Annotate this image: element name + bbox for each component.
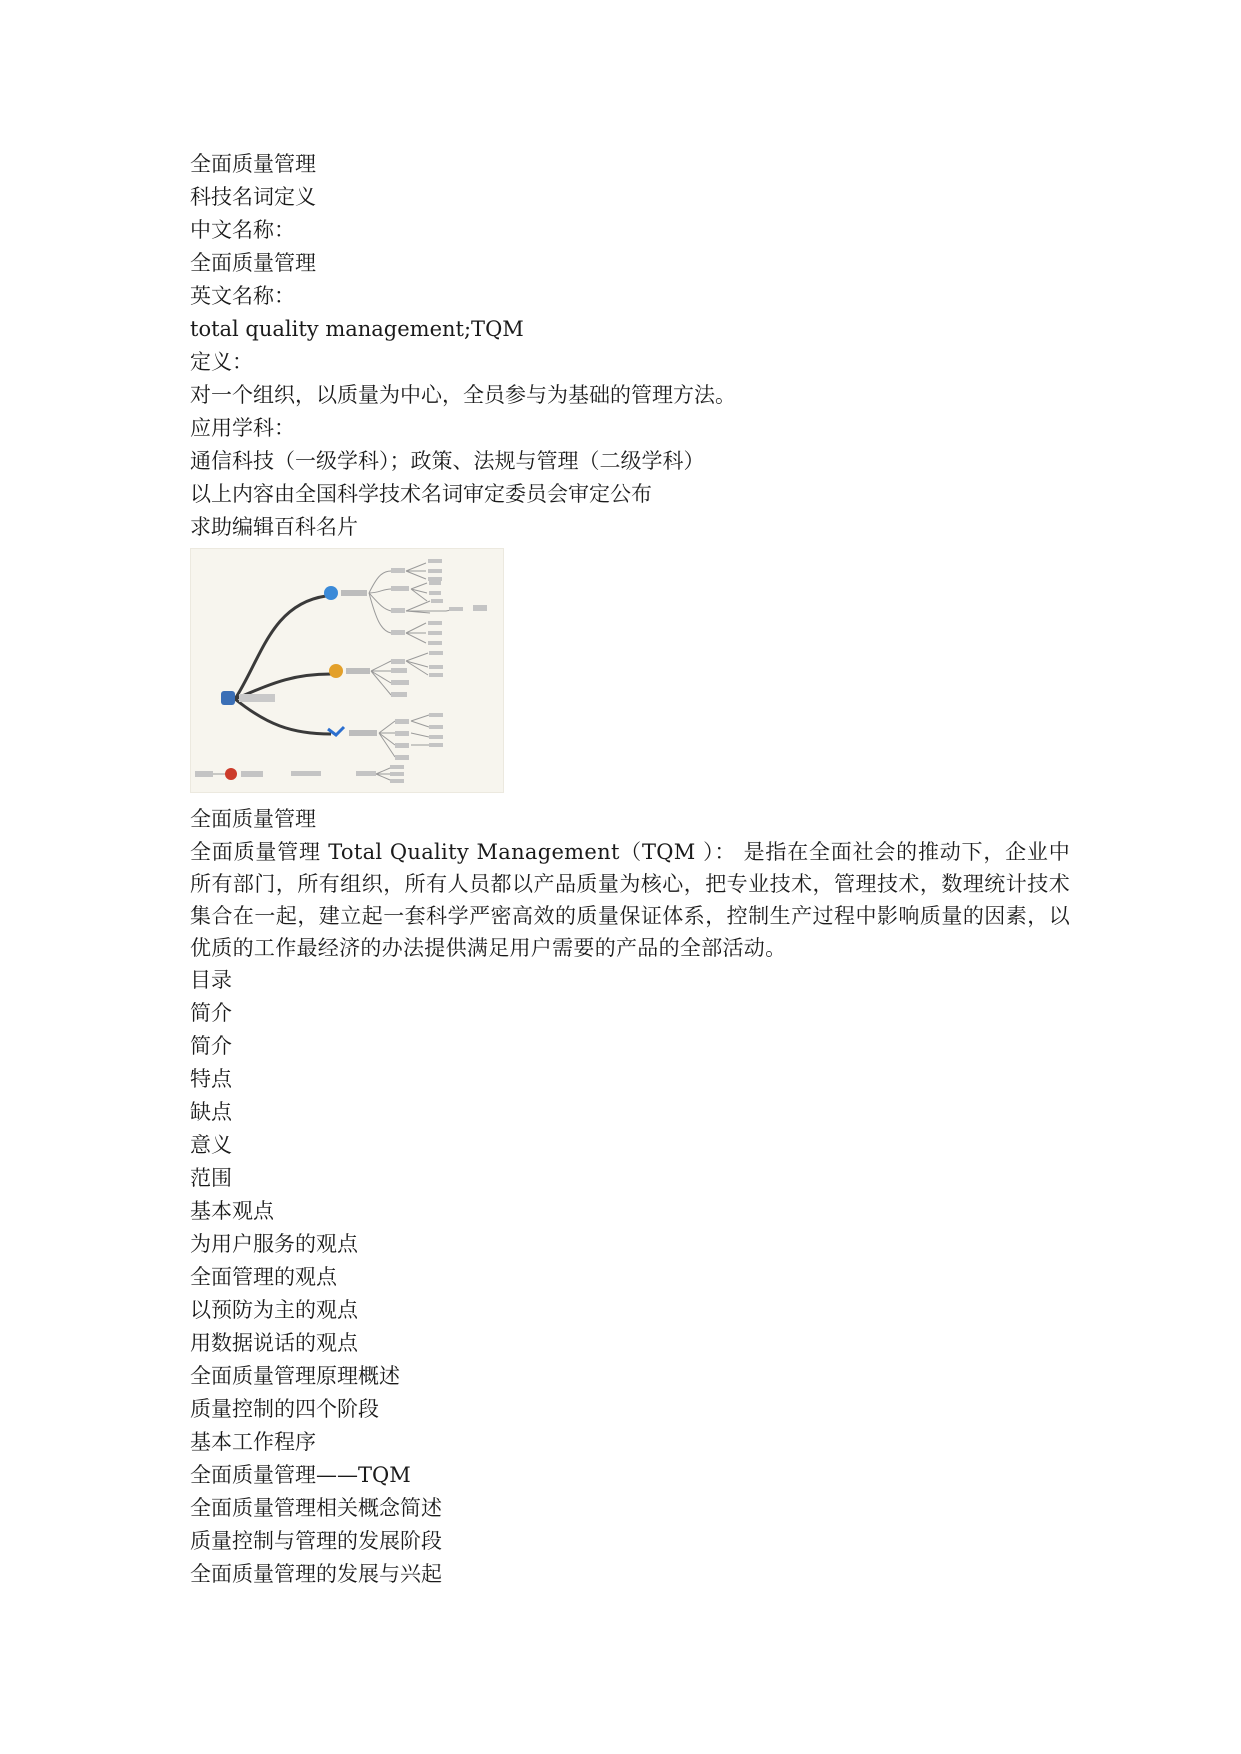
toc-item[interactable]: 全面质量管理相关概念简述 (190, 1496, 442, 1520)
intro-paragraph: 全面质量管理 Total Quality Management（TQM ）： 是指在全面社会的推动下，企业中所有部门，所有组织，所有人员都以产品质量为核心，把专业技术，管理技术，数理统计技术集合在一起，建立起一套科学严密高效的质量保证体系，控制生产过程中影响质量的因素，以优质的工作最经济的办法提供满足用户需要的产品的全部活动。 (190, 840, 1070, 960)
discipline-value: 通信科技（一级学科）；政策、法规与管理（二级学科） (190, 449, 705, 473)
title-line: 全面质量管理 (190, 152, 316, 176)
toc-heading: 目录 (190, 968, 232, 992)
toc-item[interactable]: 范围 (190, 1166, 232, 1190)
table-of-contents (190, 964, 1070, 1591)
toc-item[interactable]: 基本观点 (190, 1199, 274, 1223)
definition-value: 对一个组织，以质量为中心，全员参与为基础的管理方法。 (190, 383, 736, 407)
toc-item[interactable]: 意义 (190, 1133, 232, 1157)
document-page (190, 148, 1070, 1591)
chinese-name-label: 中文名称： (190, 218, 295, 242)
mind-map-diagram-icon (190, 548, 504, 793)
english-name-label: 英文名称： (190, 284, 295, 308)
figure-caption: 全面质量管理 (190, 807, 316, 831)
definition-label: 定义： (190, 350, 253, 374)
source-note: 以上内容由全国科学技术名词审定委员会审定公布 (190, 482, 652, 506)
toc-item[interactable]: 特点 (190, 1067, 232, 1091)
toc-item[interactable]: 简介 (190, 1034, 232, 1058)
toc-item[interactable]: 以预防为主的观点 (190, 1298, 358, 1322)
toc-item[interactable]: 质量控制与管理的发展阶段 (190, 1529, 442, 1553)
toc-item[interactable]: 全面质量管理的发展与兴起 (190, 1562, 442, 1586)
edit-link[interactable]: 求助编辑百科名片 (190, 515, 358, 539)
toc-item[interactable]: 基本工作程序 (190, 1430, 316, 1454)
chinese-name-value: 全面质量管理 (190, 251, 316, 275)
english-name-value: total quality management;TQM (190, 317, 524, 341)
toc-item[interactable]: 质量控制的四个阶段 (190, 1397, 379, 1421)
toc-item[interactable]: 全面质量管理原理概述 (190, 1364, 400, 1388)
toc-item[interactable]: 用数据说话的观点 (190, 1331, 358, 1355)
definition-heading: 科技名词定义 (190, 185, 316, 209)
toc-item[interactable]: 缺点 (190, 1100, 232, 1124)
toc-item[interactable]: 全面质量管理——TQM (190, 1463, 411, 1487)
toc-item[interactable]: 为用户服务的观点 (190, 1232, 358, 1256)
discipline-label: 应用学科： (190, 416, 295, 440)
toc-item[interactable]: 全面管理的观点 (190, 1265, 337, 1289)
toc-item[interactable]: 简介 (190, 1001, 232, 1025)
header-block (190, 148, 1070, 544)
